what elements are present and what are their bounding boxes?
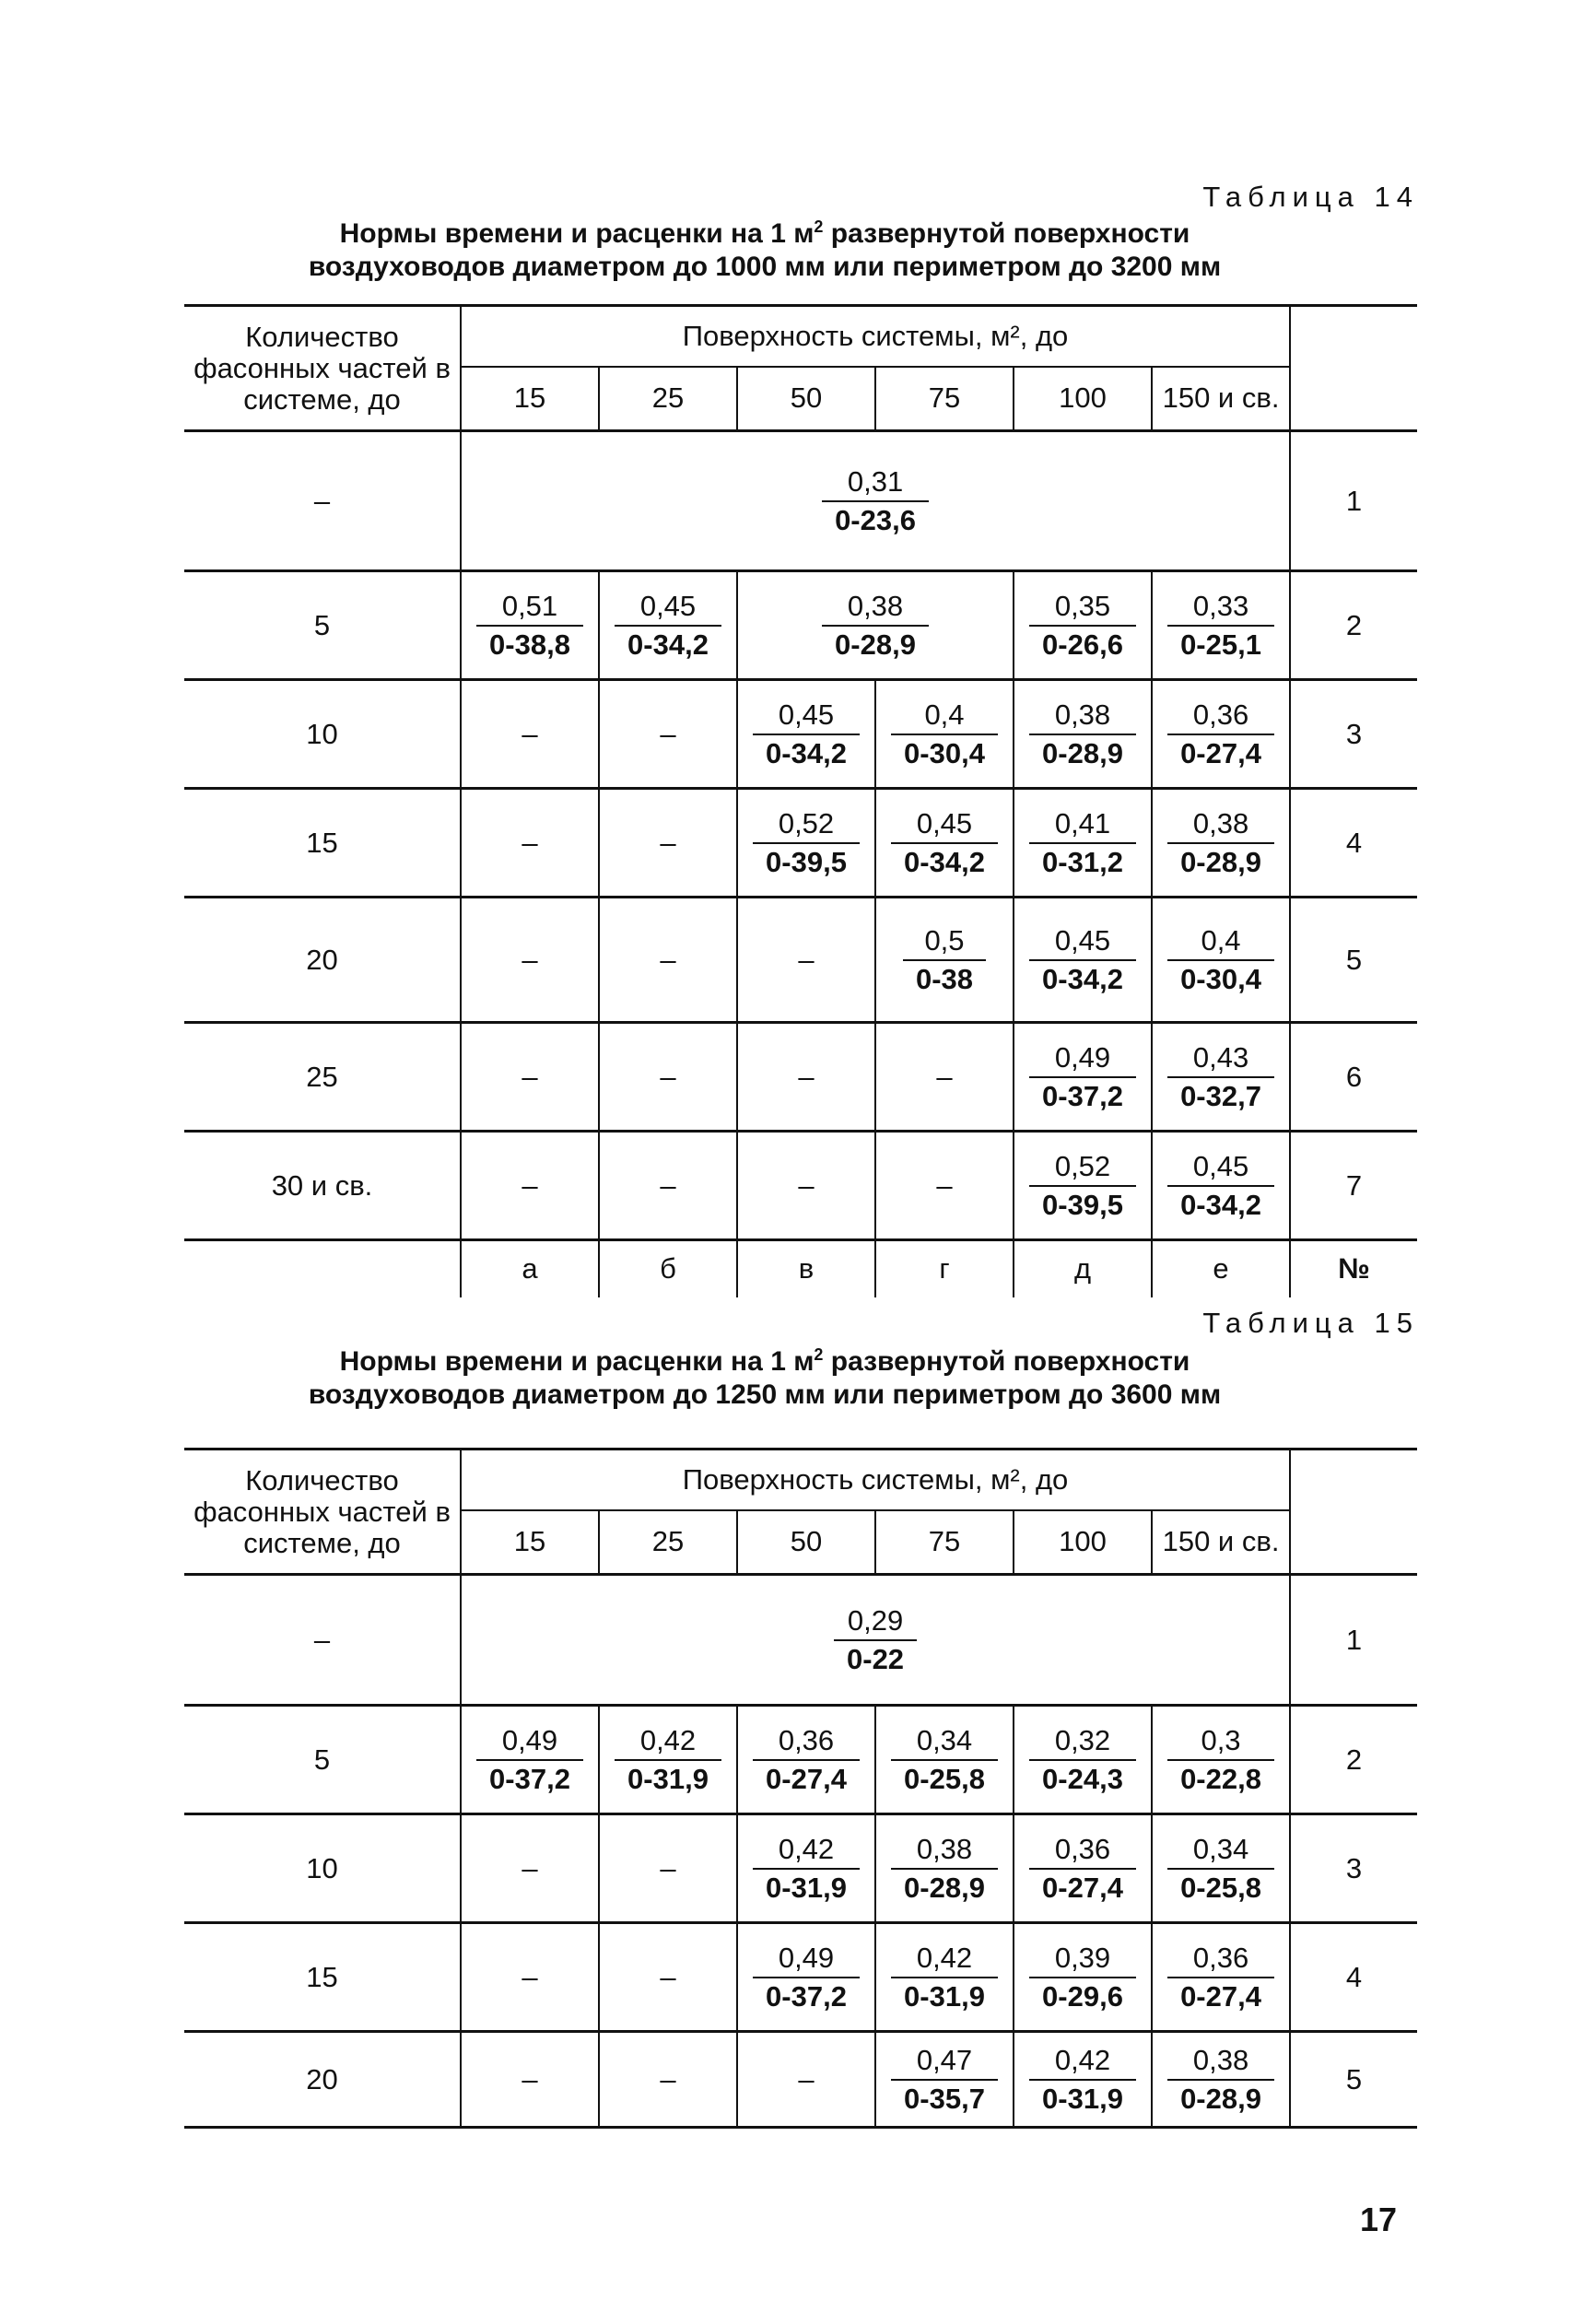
- empty-dash: –: [660, 717, 676, 750]
- time-norm: 0,31: [847, 464, 904, 498]
- empty-dash: –: [522, 1960, 538, 1993]
- rate-cell: [1152, 1023, 1290, 1132]
- rate-cell: [599, 1923, 737, 2032]
- rate-cell: [875, 1023, 1014, 1132]
- surface-column-header: Поверхность системы, м², до: [461, 306, 1290, 367]
- rate-cell: [461, 789, 599, 898]
- rate-cell: [1014, 1023, 1152, 1132]
- empty-dash: –: [660, 2062, 676, 2095]
- rate-cell: [599, 2032, 737, 2128]
- table-15-title-part-a: Нормы времени и расценки на 1 м: [339, 1346, 815, 1377]
- rate-fraction: [1029, 1148, 1136, 1224]
- rate-cell: [737, 1132, 875, 1240]
- rate-cell: [875, 1923, 1014, 2032]
- empty-dash: –: [522, 1168, 538, 1202]
- time-norm: 0,38: [1192, 2043, 1249, 2076]
- rate-cell: [1014, 571, 1152, 680]
- row-number-cell: 6: [1290, 1023, 1417, 1132]
- rate-fraction: [1167, 805, 1274, 881]
- norms-table-14: [184, 304, 1417, 1297]
- empty-dash: –: [522, 1060, 538, 1093]
- price-rate: 0-34,2: [615, 625, 721, 663]
- surface-value-header: 100: [1014, 1510, 1152, 1575]
- price-rate: 0-31,9: [891, 1977, 998, 2015]
- time-norm: 0,3: [1201, 1723, 1241, 1756]
- page-number: 17: [1360, 2201, 1398, 2238]
- rate-fraction: [1029, 1722, 1136, 1798]
- surface-column-header: Поверхность системы, м², до: [461, 1450, 1290, 1510]
- rate-cell: [1014, 898, 1152, 1023]
- time-norm: 0,45: [916, 806, 973, 839]
- rate-cell: [461, 1706, 599, 1814]
- rate-cell: [875, 680, 1014, 789]
- time-norm: 0,5: [924, 923, 965, 957]
- price-rate: 0-28,9: [1029, 734, 1136, 772]
- rate-cell: [1014, 1814, 1152, 1923]
- rate-cell: [875, 898, 1014, 1023]
- fitting-count-cell: 30 и св.: [184, 1132, 461, 1240]
- surface-value-header: 25: [599, 1510, 737, 1575]
- time-norm: 0,47: [916, 2043, 973, 2076]
- fitting-count-cell: 20: [184, 898, 461, 1023]
- table-15-caption: Таблица 15: [1202, 1307, 1419, 1339]
- empty-dash: –: [936, 1060, 953, 1093]
- rate-cell: [461, 898, 599, 1023]
- price-rate: 0-27,4: [753, 1759, 860, 1798]
- time-norm: 0,49: [501, 1723, 558, 1756]
- time-norm: 0,42: [778, 1832, 835, 1865]
- price-rate: 0-34,2: [1029, 959, 1136, 998]
- time-norm: 0,4: [1201, 923, 1241, 957]
- time-norm: 0,45: [1054, 923, 1111, 957]
- time-norm: 0,33: [1192, 589, 1249, 622]
- rate-fraction: [1167, 1940, 1274, 2015]
- rate-cell: [599, 571, 737, 680]
- rate-cell: [737, 1814, 875, 1923]
- rate-cell: [1152, 1132, 1290, 1240]
- rate-cell: [599, 789, 737, 898]
- rate-fraction: [822, 464, 929, 539]
- rate-cell: [461, 1132, 599, 1240]
- table-14-title-sup: 2: [814, 217, 824, 236]
- price-rate: 0-29,6: [1029, 1977, 1136, 2015]
- price-rate: 0-34,2: [1167, 1185, 1274, 1224]
- price-rate: 0-30,4: [891, 734, 998, 772]
- fitting-count-cell: 10: [184, 1814, 461, 1923]
- time-norm: 0,45: [778, 698, 835, 731]
- rate-fraction: [615, 1722, 721, 1798]
- rate-cell: [1152, 789, 1290, 898]
- time-norm: 0,41: [1054, 806, 1111, 839]
- row-number-column-header: [1290, 306, 1417, 431]
- price-rate: 0-22,8: [1167, 1759, 1274, 1798]
- row-number-cell: 5: [1290, 2032, 1417, 2128]
- time-norm: 0,38: [1054, 698, 1111, 731]
- number-sign: №: [1290, 1240, 1417, 1297]
- table-14-title-part-b: развернутой поверхности: [823, 218, 1190, 249]
- table-14-title: [184, 210, 1345, 284]
- surface-value-header: 25: [599, 367, 737, 431]
- empty-dash: –: [936, 1168, 953, 1202]
- qty-column-header: Количество фасонных частей в системе, до: [184, 306, 461, 431]
- price-rate: 0-24,3: [1029, 1759, 1136, 1798]
- table-15-title-line2: воздуховодов диаметром до 1250 мм или периметром до 3600 мм: [308, 1379, 1222, 1410]
- rate-fraction: [891, 805, 998, 881]
- rate-cell: [737, 1023, 875, 1132]
- header-row: [184, 1450, 1417, 1510]
- rate-fraction: [1167, 588, 1274, 663]
- fitting-count-cell: 5: [184, 1706, 461, 1814]
- empty-dash: –: [660, 1960, 676, 1993]
- rate-fraction: [753, 1940, 860, 2015]
- rate-cell: [737, 898, 875, 1023]
- table-15-title-sup: 2: [814, 1345, 824, 1364]
- time-norm: 0,35: [1054, 589, 1111, 622]
- price-rate: 0-38,8: [476, 625, 583, 663]
- rate-cell: [461, 1575, 1290, 1706]
- rate-fraction: [1029, 805, 1136, 881]
- rate-cell: [461, 571, 599, 680]
- rate-fraction: [891, 697, 998, 772]
- rate-cell: [737, 2032, 875, 2128]
- rate-cell: [737, 1706, 875, 1814]
- row-number-cell: 1: [1290, 1575, 1417, 1706]
- row-number-cell: 1: [1290, 431, 1417, 571]
- rate-cell: [1152, 680, 1290, 789]
- rate-fraction: [1029, 1039, 1136, 1115]
- rate-fraction: [753, 697, 860, 772]
- empty-dash: –: [660, 1060, 676, 1093]
- rate-fraction: [753, 1722, 860, 1798]
- rate-fraction: [1029, 1940, 1136, 2015]
- empty-dash: –: [660, 1851, 676, 1884]
- rate-cell: [461, 1923, 599, 2032]
- rate-fraction: [1029, 922, 1136, 998]
- time-norm: 0,52: [778, 806, 835, 839]
- rate-fraction: [1029, 588, 1136, 663]
- price-rate: 0-25,8: [1167, 1868, 1274, 1907]
- rate-cell: [737, 789, 875, 898]
- rate-fraction: [1029, 697, 1136, 772]
- price-rate: 0-38: [903, 959, 986, 998]
- table-row: [184, 1814, 1417, 1923]
- rate-fraction: [891, 2042, 998, 2118]
- price-rate: 0-27,4: [1167, 1977, 1274, 2015]
- table-14-title-line2: воздуховодов диаметром до 1000 мм или периметром до 3200 мм: [308, 252, 1222, 282]
- rate-cell: [875, 2032, 1014, 2128]
- time-norm: 0,36: [1192, 1941, 1249, 1974]
- rate-fraction: [476, 588, 583, 663]
- table-row: [184, 571, 1417, 680]
- surface-value-header: 50: [737, 367, 875, 431]
- price-rate: 0-28,9: [1167, 2079, 1274, 2118]
- row-number-cell: 3: [1290, 680, 1417, 789]
- empty-dash: –: [522, 1851, 538, 1884]
- price-rate: 0-28,9: [822, 625, 929, 663]
- rate-fraction: [891, 1722, 998, 1798]
- time-norm: 0,42: [639, 1723, 697, 1756]
- time-norm: 0,45: [1192, 1149, 1249, 1182]
- table-row: [184, 1706, 1417, 1814]
- time-norm: 0,34: [1192, 1832, 1249, 1865]
- rate-cell: [599, 680, 737, 789]
- rate-cell: [875, 789, 1014, 898]
- time-norm: 0,45: [639, 589, 697, 622]
- time-norm: 0,34: [916, 1723, 973, 1756]
- empty-dash: –: [798, 1168, 815, 1202]
- empty-dash: –: [660, 1168, 676, 1202]
- rate-cell: [599, 1132, 737, 1240]
- time-norm: 0,4: [924, 698, 965, 731]
- table-15-title: [184, 1338, 1345, 1412]
- empty-dash: –: [522, 717, 538, 750]
- rate-cell: [461, 431, 1290, 571]
- surface-value-header: 150 и св.: [1152, 1510, 1290, 1575]
- fitting-count-cell: –: [184, 431, 461, 571]
- rate-cell: [1152, 1814, 1290, 1923]
- empty-dash: –: [522, 2062, 538, 2095]
- rate-cell: [1152, 571, 1290, 680]
- rate-fraction: [1167, 1148, 1274, 1224]
- price-rate: 0-27,4: [1029, 1868, 1136, 1907]
- letters-row-blank: [184, 1240, 461, 1297]
- table-15-title-part-b: развернутой поверхности: [823, 1346, 1190, 1377]
- rate-cell: [461, 680, 599, 789]
- row-number-cell: 3: [1290, 1814, 1417, 1923]
- row-number-cell: 4: [1290, 789, 1417, 898]
- time-norm: 0,43: [1192, 1040, 1249, 1074]
- fitting-count-cell: 15: [184, 789, 461, 898]
- fitting-count-cell: 25: [184, 1023, 461, 1132]
- rate-cell: [737, 571, 1014, 680]
- table-14-title-part-a: Нормы времени и расценки на 1 м: [339, 218, 815, 249]
- rate-cell: [1152, 898, 1290, 1023]
- row-number-cell: 5: [1290, 898, 1417, 1023]
- rate-fraction: [753, 1831, 860, 1907]
- table-row: [184, 898, 1417, 1023]
- rate-fraction: [476, 1722, 583, 1798]
- surface-value-header: 15: [461, 367, 599, 431]
- rate-fraction: [1167, 697, 1274, 772]
- column-letter: а: [461, 1240, 599, 1297]
- rate-cell: [1152, 2032, 1290, 2128]
- time-norm: 0,29: [847, 1603, 904, 1637]
- time-norm: 0,42: [916, 1941, 973, 1974]
- price-rate: 0-39,5: [753, 842, 860, 881]
- rate-cell: [875, 1706, 1014, 1814]
- time-norm: 0,51: [501, 589, 558, 622]
- empty-dash: –: [798, 943, 815, 976]
- column-letter: в: [737, 1240, 875, 1297]
- rate-cell: [737, 1923, 875, 2032]
- rate-cell: [875, 1132, 1014, 1240]
- time-norm: 0,49: [1054, 1040, 1111, 1074]
- rate-cell: [875, 1814, 1014, 1923]
- time-norm: 0,49: [778, 1941, 835, 1974]
- time-norm: 0,38: [1192, 806, 1249, 839]
- price-rate: 0-23,6: [822, 500, 929, 539]
- rate-cell: [599, 898, 737, 1023]
- surface-value-header: 15: [461, 1510, 599, 1575]
- price-rate: 0-35,7: [891, 2079, 998, 2118]
- rate-fraction: [1167, 1722, 1274, 1798]
- surface-value-header: 75: [875, 1510, 1014, 1575]
- rate-fraction: [822, 588, 929, 663]
- table-row: [184, 1132, 1417, 1240]
- price-rate: 0-37,2: [476, 1759, 583, 1798]
- table-row: [184, 1575, 1417, 1706]
- time-norm: 0,38: [916, 1832, 973, 1865]
- rate-fraction: [1167, 2042, 1274, 2118]
- time-norm: 0,52: [1054, 1149, 1111, 1182]
- row-number-cell: 2: [1290, 571, 1417, 680]
- rate-cell: [1152, 1923, 1290, 2032]
- rate-cell: [1014, 1923, 1152, 2032]
- empty-dash: –: [798, 2062, 815, 2095]
- rate-cell: [461, 1814, 599, 1923]
- rate-fraction: [903, 922, 986, 998]
- table-row: [184, 431, 1417, 571]
- price-rate: 0-25,8: [891, 1759, 998, 1798]
- rate-fraction: [753, 805, 860, 881]
- price-rate: 0-28,9: [1167, 842, 1274, 881]
- time-norm: 0,32: [1054, 1723, 1111, 1756]
- rate-fraction: [615, 588, 721, 663]
- row-number-cell: 2: [1290, 1706, 1417, 1814]
- table-row: [184, 680, 1417, 789]
- rate-cell: [1014, 680, 1152, 789]
- column-letter: д: [1014, 1240, 1152, 1297]
- empty-dash: –: [798, 1060, 815, 1093]
- rate-fraction: [1029, 1831, 1136, 1907]
- table-row: [184, 2032, 1417, 2128]
- rate-cell: [599, 1023, 737, 1132]
- fitting-count-cell: –: [184, 1575, 461, 1706]
- column-letters-row: [184, 1240, 1417, 1297]
- column-letter: е: [1152, 1240, 1290, 1297]
- rate-fraction: [1167, 1039, 1274, 1115]
- surface-value-header: 50: [737, 1510, 875, 1575]
- rate-fraction: [1167, 1831, 1274, 1907]
- fitting-count-cell: 5: [184, 571, 461, 680]
- rate-fraction: [1029, 2042, 1136, 2118]
- rate-fraction: [891, 1831, 998, 1907]
- time-norm: 0,38: [847, 589, 904, 622]
- empty-dash: –: [660, 943, 676, 976]
- rate-cell: [737, 680, 875, 789]
- header-row: [184, 306, 1417, 367]
- table-row: [184, 1923, 1417, 2032]
- row-number-column-header: [1290, 1450, 1417, 1575]
- rate-cell: [599, 1814, 737, 1923]
- rate-cell: [1014, 2032, 1152, 2128]
- column-letter: г: [875, 1240, 1014, 1297]
- column-letter: б: [599, 1240, 737, 1297]
- price-rate: 0-28,9: [891, 1868, 998, 1907]
- price-rate: 0-39,5: [1029, 1185, 1136, 1224]
- row-number-cell: 7: [1290, 1132, 1417, 1240]
- rate-cell: [1014, 789, 1152, 898]
- rate-fraction: [834, 1602, 917, 1678]
- fitting-count-cell: 20: [184, 2032, 461, 2128]
- table-row: [184, 789, 1417, 898]
- price-rate: 0-31,9: [753, 1868, 860, 1907]
- fitting-count-cell: 10: [184, 680, 461, 789]
- surface-value-header: 75: [875, 367, 1014, 431]
- price-rate: 0-31,9: [1029, 2079, 1136, 2118]
- time-norm: 0,39: [1054, 1941, 1111, 1974]
- norms-table-15: [184, 1448, 1417, 2129]
- price-rate: 0-26,6: [1029, 625, 1136, 663]
- rate-fraction: [891, 1940, 998, 2015]
- time-norm: 0,42: [1054, 2043, 1111, 2076]
- price-rate: 0-31,9: [615, 1759, 721, 1798]
- price-rate: 0-37,2: [1029, 1076, 1136, 1115]
- rate-cell: [1014, 1132, 1152, 1240]
- price-rate: 0-37,2: [753, 1977, 860, 2015]
- rate-cell: [461, 1023, 599, 1132]
- table-14-caption: Таблица 14: [1202, 181, 1419, 213]
- price-rate: 0-22: [834, 1639, 917, 1678]
- price-rate: 0-34,2: [753, 734, 860, 772]
- qty-column-header: Количество фасонных частей в системе, до: [184, 1450, 461, 1575]
- price-rate: 0-34,2: [891, 842, 998, 881]
- rate-cell: [1152, 1706, 1290, 1814]
- rate-cell: [599, 1706, 737, 1814]
- price-rate: 0-25,1: [1167, 625, 1274, 663]
- price-rate: 0-27,4: [1167, 734, 1274, 772]
- empty-dash: –: [660, 826, 676, 859]
- price-rate: 0-30,4: [1167, 959, 1274, 998]
- row-number-cell: 4: [1290, 1923, 1417, 2032]
- time-norm: 0,36: [778, 1723, 835, 1756]
- surface-value-header: 100: [1014, 367, 1152, 431]
- price-rate: 0-31,2: [1029, 842, 1136, 881]
- table-row: [184, 1023, 1417, 1132]
- rate-cell: [1014, 1706, 1152, 1814]
- rate-cell: [461, 2032, 599, 2128]
- time-norm: 0,36: [1192, 698, 1249, 731]
- fitting-count-cell: 15: [184, 1923, 461, 2032]
- price-rate: 0-32,7: [1167, 1076, 1274, 1115]
- surface-value-header: 150 и св.: [1152, 367, 1290, 431]
- empty-dash: –: [522, 826, 538, 859]
- empty-dash: –: [522, 943, 538, 976]
- rate-fraction: [1167, 922, 1274, 998]
- time-norm: 0,36: [1054, 1832, 1111, 1865]
